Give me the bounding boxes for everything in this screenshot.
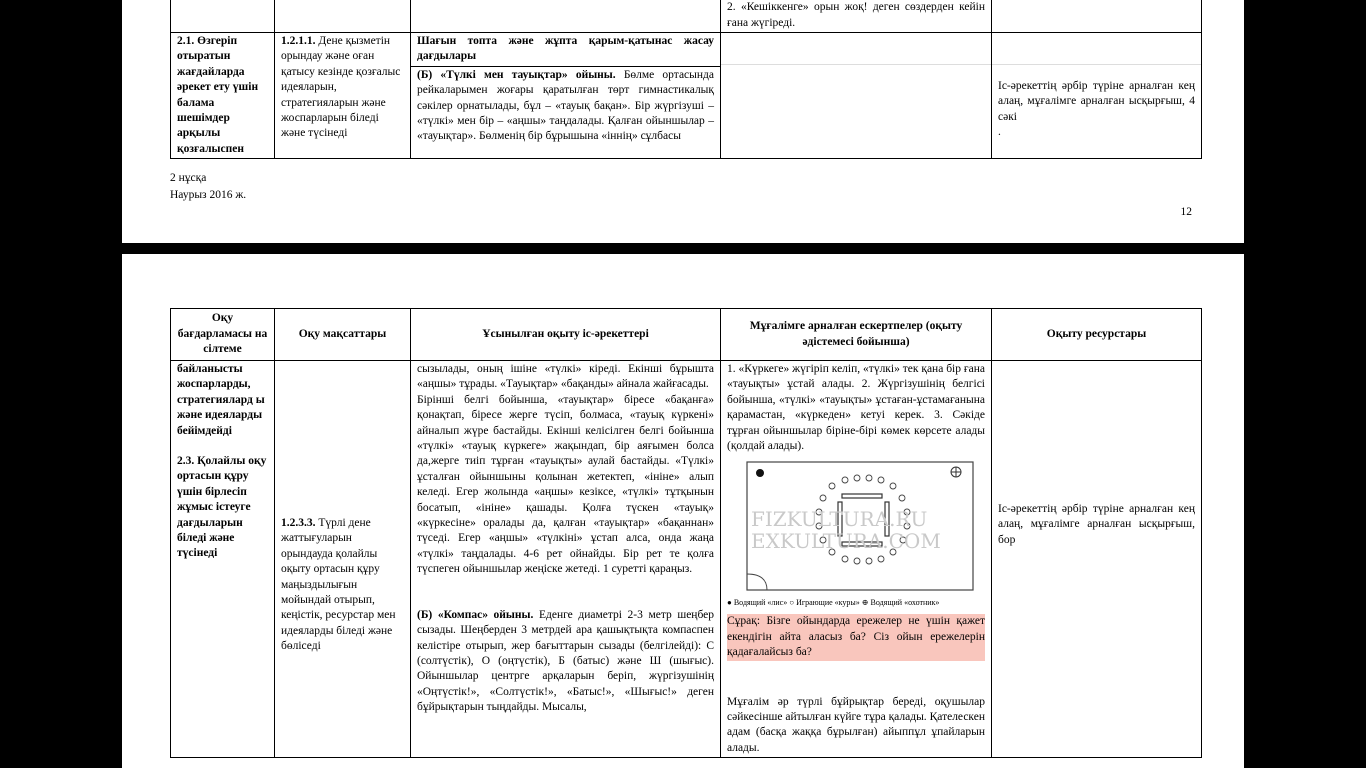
game-diagram xyxy=(727,460,974,598)
game-description: Еденге диаметрі 2-3 метр шеңбер сызады. Шеңберден 3 метрдей ара қашықтықта компаспен келістіре отырып, жер бағыттарын сызады (белгілейді): С (солтүстік), О (оңтүстік), Б (батыс) және Ш (шығыс). Ойыншылар центрге арқаларын беріп, жүргізушінің «Оңтүстік!», «Солтүстік!», «Батыс!», «Шығыс!» деген бұйрықтарын тыңдайды. Мысалы, xyxy=(417,608,714,714)
resources-cell xyxy=(992,33,1202,159)
header-teacher-notes: Мұғалімге арналған ескертпелер (оқыту әдістемесі бойынша) xyxy=(721,309,992,361)
question-highlight: Сұрақ: Бізге ойындарда ережелер не үшін қажет екендігін айта аласыз ба? Сіз ойын ережелерін қадағалайсыз ба? xyxy=(727,614,985,660)
objective-text: Дене қызметін орындау және оған қатысу кезінде қозғалыс идеяларын, стратегияларын және жоспарларын біледі және түсінеді xyxy=(281,35,401,140)
fox-marker xyxy=(756,469,764,477)
objective-text: Түрлі дене жаттығуларын орындауда қолайлы оқыту ортасын құру маңыздылығын мойындай отырып, кеңістік, ресурстар мен идеяларды біледі және бөліседі xyxy=(281,517,396,653)
reference-part-1: байланысты жоспарларды, стратегиялард ы және идеяларды бейімдейді xyxy=(177,363,265,437)
figure-watermark-2: EXKULTURA.COM xyxy=(751,529,941,554)
document-page-13 xyxy=(122,254,1244,768)
game-title: (Б) «Түлкі мен тауықтар» ойыны. xyxy=(417,68,616,81)
table-row xyxy=(171,33,1202,159)
page-number: 12 xyxy=(1180,206,1192,218)
header-objectives: Оқу мақсаттары xyxy=(275,309,411,361)
resources-dot: . xyxy=(998,126,1001,139)
activity-paragraph-3 xyxy=(417,608,714,716)
activity-heading: Шағын топта және жұпта қарым-қатынас жасау дағдылары xyxy=(411,33,720,67)
objective-cell xyxy=(275,33,411,159)
document-page-12 xyxy=(122,0,1244,243)
game-diagram-figure xyxy=(727,460,974,610)
figure-caption: ● Водящий «лис» ○ Играющие «куры» ⊕ Водящий «охотник» xyxy=(727,598,940,608)
objective-cell xyxy=(275,361,411,758)
game-title: (Б) «Компас» ойыны. xyxy=(417,608,534,621)
activity-paragraph-2: Бірінші белгі бойынша, «тауықтар» біресе «бақанға» қонақтап, біресе жерге түсіп, болмаса, «тауық күркені» айналып жүре бастайды. Екінші келісілген белгі бойынша «түлкі» «тауық күркеге» жақындап, бір аяғымен болса да,жерге тиіп тұрған «тауықты» аулай бастайды. «Түлкі» ұсталған ойыншыны қолынан жетектеп, «інінe» алып келеді. Егер жолында «аңшы» кезіксе, «түлкі» тұтқынын босатып, «ініне» қашады. Қолға түскен «тауық» «күркесіне» оралады да, қалған «тауықтар» «бақаннан» түседі. Егер «аңшы» «түлкіні» ұстап алса, онда жаңа «түлкі» таңдалады. 4-6 рет ойнайды. Бір рет те қолға түспеген ойыншылар жеңіске жетеді. 1 суретті қараңыз. xyxy=(417,393,714,576)
program-reference-cell: 2.1. Өзгеріп отыратын жағдайларда әрекет ету үшін балама шешімдер арқылы қозғалыспен xyxy=(171,33,275,159)
note-cell xyxy=(721,33,992,159)
lesson-table-continued xyxy=(170,0,1202,159)
activity-cell xyxy=(411,361,721,758)
objective-code: 1.2.3.3. xyxy=(281,517,316,529)
reference-part-2: 2.3. Қолайлы оқу ортасын құру үшін бірлесіп жұмыс істеуге дағдыларын біледі және түсінеді xyxy=(177,455,267,560)
objective-code: 1.2.1.1. xyxy=(281,35,316,47)
game-description: Бөлме ортасында рейкаларымен жоғары қаратылған төрт гимнастикалық сәкілер орнатылады, бұл – «тауық бақан». Бір жүргізуші – «түлкі» мен бір – «аңшы» таңдалады. Қалған ойыншылар – «тауықтар». Бөлменің бір бұрышына «іннің» сұлбасы xyxy=(417,68,714,143)
activity-text xyxy=(411,67,720,146)
header-activities: Ұсынылған оқыту іс-әрекеттері xyxy=(411,309,721,361)
notes-paragraph-2: Мұғалім әр түрлі бұйрықтар береді, оқушылар сәйкесінше айтылған күйге тұра қалады. Қателескен адам (басқа жаққа бұрылған) айыппұл ұпайларын алады. xyxy=(727,695,985,754)
program-reference-cell xyxy=(171,361,275,758)
header-resources: Оқыту ресурстары xyxy=(992,309,1202,361)
resources-cell xyxy=(992,361,1202,758)
resources-text: Іс-әрекеттің әрбір түріне арналған кең алаң, мұғалімге арналған ысқырғыш, 4 сәкі xyxy=(998,80,1195,123)
activity-paragraph-1: сызылады, оның ішіне «түлкі» кіреді. Екінші бұрышта «аңшы» тұрады. «Тауықтар» «бақанды» айнала жайғасады. xyxy=(417,363,714,391)
header-program-reference: Оқу бағдарламасы на сілтеме xyxy=(171,309,275,361)
footer-date: Наурыз 2016 ж. xyxy=(170,189,247,201)
table-header-row xyxy=(171,309,1202,361)
figure-watermark-1: FIZKULTURA.RU xyxy=(751,507,928,532)
resources-text: Іс-әрекеттің әрбір түріне арналған кең алаң, мұғалімге арналған ысқырғыш, бор xyxy=(998,503,1195,546)
teacher-notes-cell xyxy=(721,361,992,758)
table-row xyxy=(171,361,1202,758)
footer-version: 2 нұсқа xyxy=(170,172,207,184)
table-row xyxy=(171,0,1202,33)
page-footer xyxy=(170,170,246,204)
activity-cell xyxy=(411,33,721,159)
notes-paragraph-1: 1. «Күркеге» жүгіріп келіп, «түлкі» тек қана бір ғана «тауықты» ұстай алады. 2. Жүргізушінің белгісі бойынша, «түлкі» «тауықты» ұстаған-ұстамағанына қарамастан, «күркеден» кетуі керек. 3. Сәкіде тұрған ойыншылар біріне-бірі көмек көрсете алады (қолдай алады). xyxy=(727,363,985,453)
lesson-table xyxy=(170,308,1202,758)
note-cell: 2. «Кешіккенге» орын жоқ! деген сөздерден кейін ғана жүгіреді. xyxy=(721,0,992,33)
